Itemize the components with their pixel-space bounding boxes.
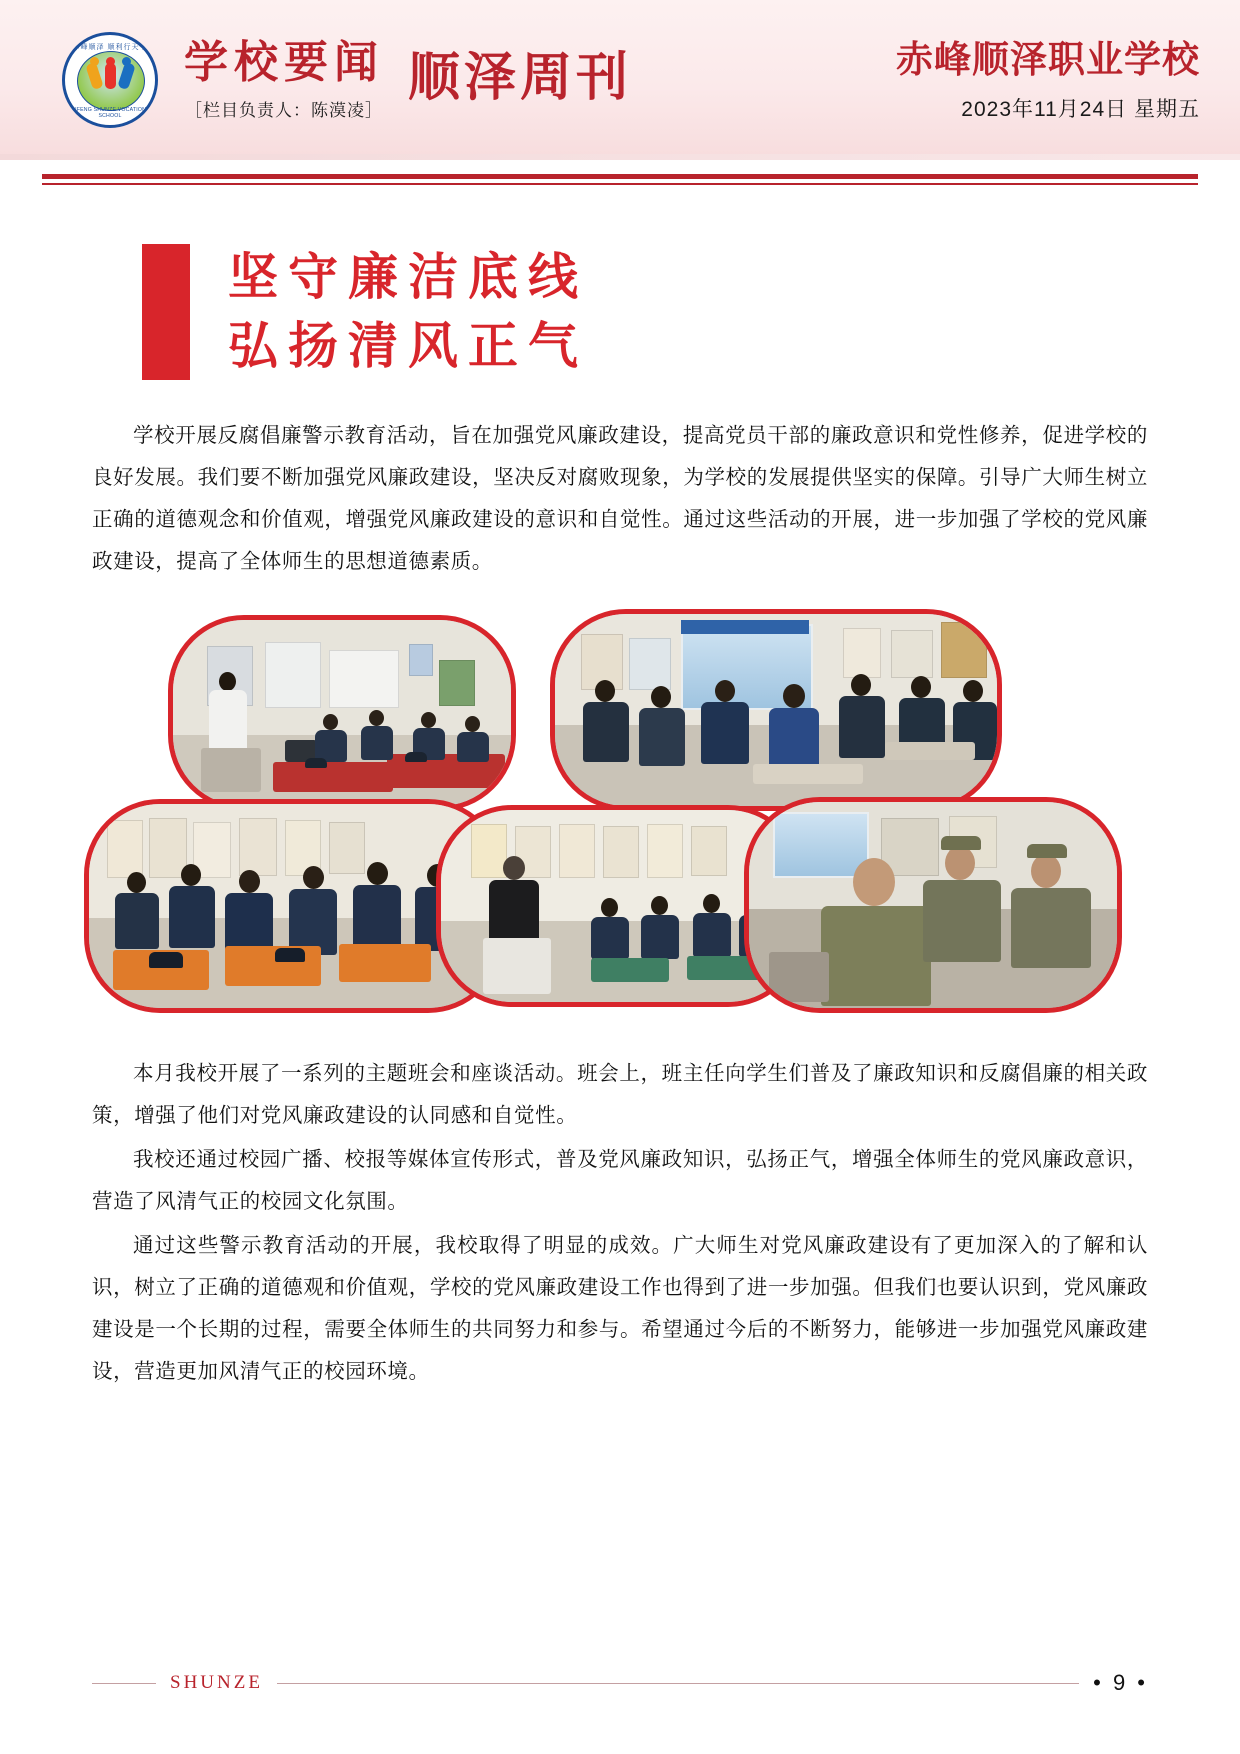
footer-rule-right	[277, 1683, 1079, 1684]
page-header	[0, 0, 1240, 160]
emblem-ring-top-text: 赤峰顺泽 顺利行天下	[72, 44, 148, 51]
section-editor-credit: ［栏目负责人：陈漠凌］	[185, 100, 383, 120]
photo-students-listening	[550, 609, 1002, 811]
article-headline	[142, 243, 1148, 381]
body-paragraph-1: 本月我校开展了一系列的主题班会和座谈活动。班会上，班主任向学生们普及了廉政知识和反腐倡廉的相关政策，增强了他们对党风廉政建设的认同感和自觉性。	[92, 1063, 1148, 1128]
article-content	[0, 243, 1240, 1393]
intro-paragraph: 学校开展反腐倡廉警示教育活动，旨在加强党风廉政建设，提高党员干部的廉政意识和党性修养，促进学校的良好发展。我们要不断加强党风廉政建设，坚决反对腐败现象，为学校的发展提供坚实的保障。引导广大师生树立正确的道德观念和价值观，增强党风廉政建设的意识和自觉性。通过这些活动的开展，进一步加强了学校的党风廉政建设，提高了全体师生的思想道德素质。	[92, 425, 1148, 574]
publication-masthead: 顺泽周刊	[408, 49, 633, 107]
photo-collage	[84, 609, 1140, 1019]
publisher-block	[896, 29, 1200, 131]
header-divider	[42, 174, 1198, 185]
body-paragraph-3: 通过这些警示教育活动的开展，我校取得了明显的成效。广大师生对党风廉政建设有了更加深入的了解和认识，树立了正确的道德观和价值观，学校的党风廉政建设工作也得到了进一步加强。但我们也要认识到，党风廉政建设是一个长期的过程，需要全体师生的共同努力和参与。希望通过今后的不断努力，能够进一步加强党风廉政建设，营造更加风清气正的校园环境。	[92, 1235, 1148, 1384]
headline-line-2: 弘扬清风正气	[228, 318, 588, 374]
article-body	[92, 1053, 1148, 1393]
headline-accent-bar	[142, 244, 190, 380]
page-footer	[0, 1670, 1240, 1696]
section-heading-block	[184, 39, 384, 120]
divider-thin-rule	[42, 183, 1198, 185]
school-name: 赤峰顺泽职业学校	[896, 40, 1200, 81]
emblem-ring-bottom-text: CHIFENG SHUNZE VOCATIONAL SCHOOL	[67, 107, 153, 119]
emblem-figure-body-center	[105, 63, 116, 89]
divider-thick-rule	[42, 174, 1198, 179]
photo-uniformed-students	[744, 797, 1122, 1013]
section-title: 学校要闻	[184, 38, 384, 88]
article-intro	[92, 415, 1148, 583]
photo-teacher-lecture	[168, 615, 516, 811]
footer-brand: SHUNZE	[170, 1672, 263, 1693]
body-paragraph-2: 我校还通过校园广播、校报等媒体宣传形式，普及党风廉政知识，弘扬正气，增强全体师生的党风廉政意识，营造了风清气正的校园文化氛围。	[92, 1149, 1148, 1214]
headline-line-1: 坚守廉洁底线	[228, 249, 588, 305]
school-emblem-icon	[62, 32, 158, 128]
page-number: • 9 •	[1093, 1670, 1148, 1695]
footer-rule-left	[92, 1683, 156, 1684]
issue-date: 2023年11月24日 星期五	[961, 98, 1200, 121]
